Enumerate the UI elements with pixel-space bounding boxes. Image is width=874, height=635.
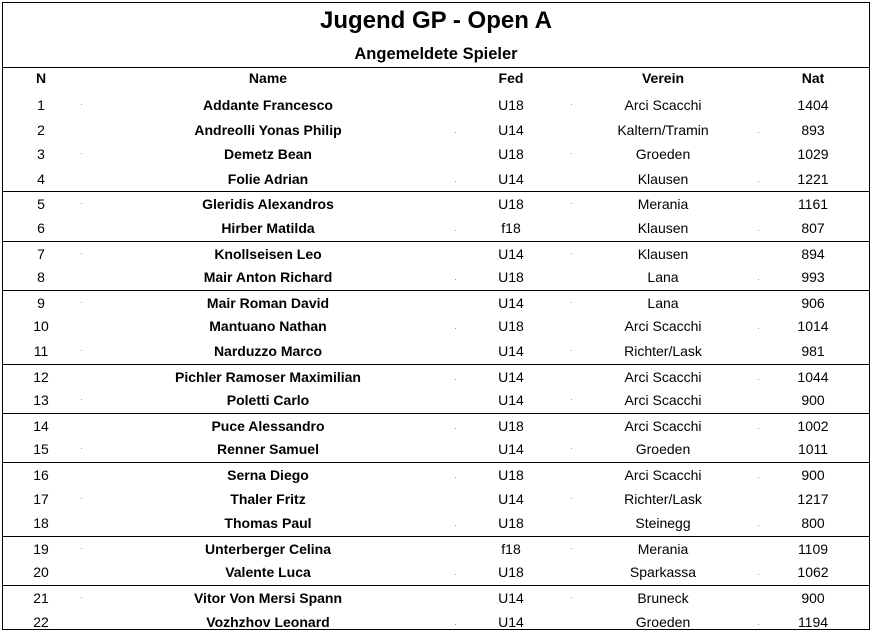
cell-verein: Klausen bbox=[637, 245, 689, 262]
scan-speck bbox=[81, 448, 82, 449]
scan-speck bbox=[758, 428, 759, 429]
table-row bbox=[3, 413, 869, 439]
cell-fed: U14 bbox=[498, 613, 524, 630]
cell-n: 8 bbox=[37, 269, 45, 286]
cell-n: 2 bbox=[37, 121, 45, 138]
cell-nat: 1194 bbox=[797, 613, 829, 630]
cell-n: 6 bbox=[37, 220, 45, 236]
cell-fed: U14 bbox=[498, 294, 524, 311]
cell-n: 14 bbox=[33, 417, 49, 434]
cell-n: 16 bbox=[33, 467, 49, 483]
scan-speck bbox=[455, 181, 456, 182]
cell-name: Poletti Carlo bbox=[226, 392, 310, 409]
column-header-n: N bbox=[35, 70, 47, 86]
scan-speck bbox=[758, 574, 759, 575]
cell-fed: U18 bbox=[498, 146, 524, 163]
scan-speck bbox=[81, 548, 82, 549]
cell-name: Mair Anton Richard bbox=[203, 269, 333, 286]
cell-nat: 900 bbox=[801, 590, 825, 606]
cell-name: Gleridis Alexandros bbox=[202, 196, 334, 213]
cell-fed: U18 bbox=[498, 318, 524, 335]
cell-nat: 1014 bbox=[797, 318, 829, 335]
scan-speck bbox=[455, 379, 456, 380]
table-row bbox=[3, 216, 869, 241]
cell-nat: 906 bbox=[801, 294, 825, 311]
scan-speck bbox=[455, 477, 456, 478]
cell-fed: U18 bbox=[498, 467, 524, 483]
scan-speck bbox=[758, 230, 759, 231]
scan-speck bbox=[455, 624, 456, 625]
cell-n: 11 bbox=[33, 343, 49, 359]
scan-speck bbox=[571, 153, 572, 154]
cell-verein: Arci Scacchi bbox=[624, 417, 702, 434]
table-row bbox=[3, 511, 869, 536]
cell-nat: 1161 bbox=[797, 196, 829, 213]
cell-nat: 800 bbox=[801, 515, 825, 532]
table-row bbox=[3, 241, 869, 267]
cell-n: 15 bbox=[33, 441, 49, 458]
table-row bbox=[3, 437, 869, 462]
cell-nat: 807 bbox=[801, 220, 825, 236]
cell-name: Knollseisen Leo bbox=[214, 245, 322, 262]
cell-verein: Sparkassa bbox=[629, 564, 697, 581]
cell-name: Mantuano Nathan bbox=[209, 318, 327, 335]
scan-speck bbox=[81, 350, 82, 351]
cell-fed: U14 bbox=[498, 368, 524, 385]
cell-verein: Merania bbox=[637, 196, 689, 213]
header-divider bbox=[3, 67, 869, 68]
cell-fed: U18 bbox=[498, 564, 524, 581]
scan-speck bbox=[571, 350, 572, 351]
cell-n: 19 bbox=[33, 540, 49, 557]
cell-fed: U14 bbox=[498, 245, 524, 262]
cell-verein: Arci Scacchi bbox=[624, 318, 702, 335]
scan-speck bbox=[455, 279, 456, 280]
cell-name: Pichler Ramoser Maximilian bbox=[175, 368, 361, 385]
scan-speck bbox=[758, 328, 759, 329]
cell-fed: U18 bbox=[498, 97, 524, 113]
cell-n: 18 bbox=[33, 515, 49, 532]
scan-speck bbox=[455, 525, 456, 526]
scan-speck bbox=[455, 574, 456, 575]
cell-verein: Groeden bbox=[635, 441, 691, 458]
cell-fed: U14 bbox=[498, 121, 524, 138]
cell-nat: 1221 bbox=[797, 170, 829, 187]
cell-name: Hirber Matilda bbox=[221, 220, 315, 236]
cell-fed: U18 bbox=[498, 515, 524, 532]
cell-nat: 1044 bbox=[797, 368, 829, 385]
scan-speck bbox=[81, 203, 82, 204]
cell-n: 1 bbox=[37, 97, 45, 113]
cell-fed: f18 bbox=[501, 220, 521, 236]
cell-name: Vitor Von Mersi Spann bbox=[193, 590, 343, 606]
cell-name: Addante Francesco bbox=[203, 97, 333, 113]
cell-name: Puce Alessandro bbox=[211, 417, 325, 434]
scan-speck bbox=[571, 498, 572, 499]
table-row bbox=[3, 487, 869, 512]
cell-verein: Groeden bbox=[635, 613, 691, 630]
table-row bbox=[3, 388, 869, 413]
cell-verein: Klausen bbox=[637, 170, 689, 187]
column-header-name: Name bbox=[248, 70, 288, 86]
cell-fed: U18 bbox=[498, 269, 524, 286]
cell-verein: Merania bbox=[637, 540, 689, 557]
column-header-verein: Verein bbox=[641, 70, 685, 86]
table-row bbox=[3, 314, 869, 339]
cell-name: Renner Samuel bbox=[217, 441, 319, 458]
cell-n: 20 bbox=[33, 564, 49, 581]
table-row bbox=[3, 585, 869, 611]
cell-nat: 1217 bbox=[797, 490, 829, 507]
cell-verein: Klausen bbox=[637, 220, 689, 236]
scan-speck bbox=[81, 104, 82, 105]
cell-fed: U14 bbox=[498, 170, 524, 187]
cell-nat: 894 bbox=[801, 245, 825, 262]
scan-speck bbox=[571, 203, 572, 204]
scan-speck bbox=[455, 428, 456, 429]
scan-speck bbox=[571, 302, 572, 303]
cell-fed: U14 bbox=[498, 392, 524, 409]
cell-verein: Arci Scacchi bbox=[624, 368, 702, 385]
scan-speck bbox=[81, 597, 82, 598]
cell-nat: 1062 bbox=[797, 564, 829, 581]
cell-name: Valente Luca bbox=[225, 564, 311, 581]
cell-nat: 1011 bbox=[797, 441, 829, 458]
scan-speck bbox=[758, 477, 759, 478]
cell-verein: Arci Scacchi bbox=[624, 392, 702, 409]
cell-fed: U14 bbox=[498, 590, 524, 606]
cell-verein: Lana bbox=[647, 269, 679, 286]
cell-nat: 981 bbox=[801, 343, 825, 359]
column-header-fed: Fed bbox=[498, 70, 524, 86]
scan-speck bbox=[758, 624, 759, 625]
table-row bbox=[3, 265, 869, 290]
cell-verein: Bruneck bbox=[637, 590, 689, 606]
cell-nat: 893 bbox=[801, 121, 825, 138]
cell-n: 12 bbox=[33, 368, 49, 385]
cell-n: 5 bbox=[37, 196, 45, 213]
cell-n: 4 bbox=[37, 170, 45, 187]
column-header-nat: Nat bbox=[801, 70, 825, 86]
cell-name: Demetz Bean bbox=[224, 146, 312, 163]
cell-name: Mair Roman David bbox=[206, 294, 330, 311]
cell-n: 10 bbox=[33, 318, 49, 335]
scan-speck bbox=[81, 399, 82, 400]
scan-speck bbox=[455, 132, 456, 133]
scan-speck bbox=[81, 153, 82, 154]
scan-speck bbox=[571, 548, 572, 549]
cell-fed: U18 bbox=[498, 417, 524, 434]
table-row bbox=[3, 364, 869, 390]
scan-speck bbox=[758, 132, 759, 133]
table-row bbox=[3, 290, 869, 316]
cell-name: Unterberger Celina bbox=[204, 540, 332, 557]
cell-verein: Steinegg bbox=[635, 515, 691, 532]
scan-speck bbox=[81, 302, 82, 303]
cell-name: Narduzzo Marco bbox=[213, 343, 323, 359]
cell-name: Serna Diego bbox=[227, 467, 309, 483]
table-row bbox=[3, 610, 869, 635]
cell-fed: U14 bbox=[498, 343, 524, 359]
cell-name: Thaler Fritz bbox=[230, 490, 306, 507]
scan-speck bbox=[758, 181, 759, 182]
cell-verein: Richter/Lask bbox=[624, 343, 702, 359]
cell-nat: 1109 bbox=[797, 540, 829, 557]
cell-verein: Kaltern/Tramin bbox=[617, 121, 709, 138]
cell-nat: 1002 bbox=[797, 417, 829, 434]
table-row bbox=[3, 118, 869, 143]
cell-verein: Groeden bbox=[635, 146, 691, 163]
scan-speck bbox=[758, 279, 759, 280]
scan-speck bbox=[758, 379, 759, 380]
scan-speck bbox=[571, 448, 572, 449]
table-row bbox=[3, 560, 869, 585]
scan-speck bbox=[455, 230, 456, 231]
cell-n: 21 bbox=[33, 590, 49, 606]
cell-n: 3 bbox=[37, 146, 45, 163]
cell-n: 9 bbox=[37, 294, 45, 311]
cell-fed: U14 bbox=[498, 441, 524, 458]
scan-speck bbox=[81, 498, 82, 499]
table-row bbox=[3, 462, 869, 488]
cell-name: Vozhzhov Leonard bbox=[206, 613, 330, 630]
scan-speck bbox=[81, 253, 82, 254]
table-row bbox=[3, 142, 869, 167]
cell-n: 17 bbox=[33, 490, 49, 507]
page-subtitle: Angemeldete Spieler bbox=[354, 45, 518, 63]
cell-verein: Arci Scacchi bbox=[624, 97, 702, 113]
scan-speck bbox=[571, 597, 572, 598]
cell-fed: U18 bbox=[498, 196, 524, 213]
cell-name: Thomas Paul bbox=[224, 515, 312, 532]
scan-speck bbox=[571, 104, 572, 105]
scan-speck bbox=[455, 328, 456, 329]
cell-fed: U14 bbox=[498, 490, 524, 507]
cell-name: Andreolli Yonas Philip bbox=[194, 121, 342, 138]
table-row bbox=[3, 536, 869, 562]
player-list-sheet bbox=[2, 2, 870, 630]
scan-speck bbox=[571, 253, 572, 254]
cell-n: 13 bbox=[33, 392, 49, 409]
cell-verein: Arci Scacchi bbox=[624, 467, 702, 483]
cell-n: 7 bbox=[37, 245, 45, 262]
table-row bbox=[3, 339, 869, 364]
cell-nat: 900 bbox=[801, 467, 825, 483]
cell-fed: f18 bbox=[501, 540, 521, 557]
table-header bbox=[3, 70, 869, 92]
scan-speck bbox=[758, 525, 759, 526]
cell-verein: Richter/Lask bbox=[624, 490, 702, 507]
scan-speck bbox=[571, 399, 572, 400]
cell-nat: 1404 bbox=[797, 97, 829, 113]
table-row bbox=[3, 93, 869, 118]
cell-nat: 1029 bbox=[797, 146, 829, 163]
cell-nat: 900 bbox=[801, 392, 825, 409]
table-row bbox=[3, 167, 869, 192]
cell-verein: Lana bbox=[647, 294, 679, 311]
table-row bbox=[3, 191, 869, 217]
cell-n: 22 bbox=[33, 613, 49, 630]
page-title: Jugend GP - Open A bbox=[319, 7, 553, 34]
cell-name: Folie Adrian bbox=[227, 170, 309, 187]
cell-nat: 993 bbox=[801, 269, 825, 286]
